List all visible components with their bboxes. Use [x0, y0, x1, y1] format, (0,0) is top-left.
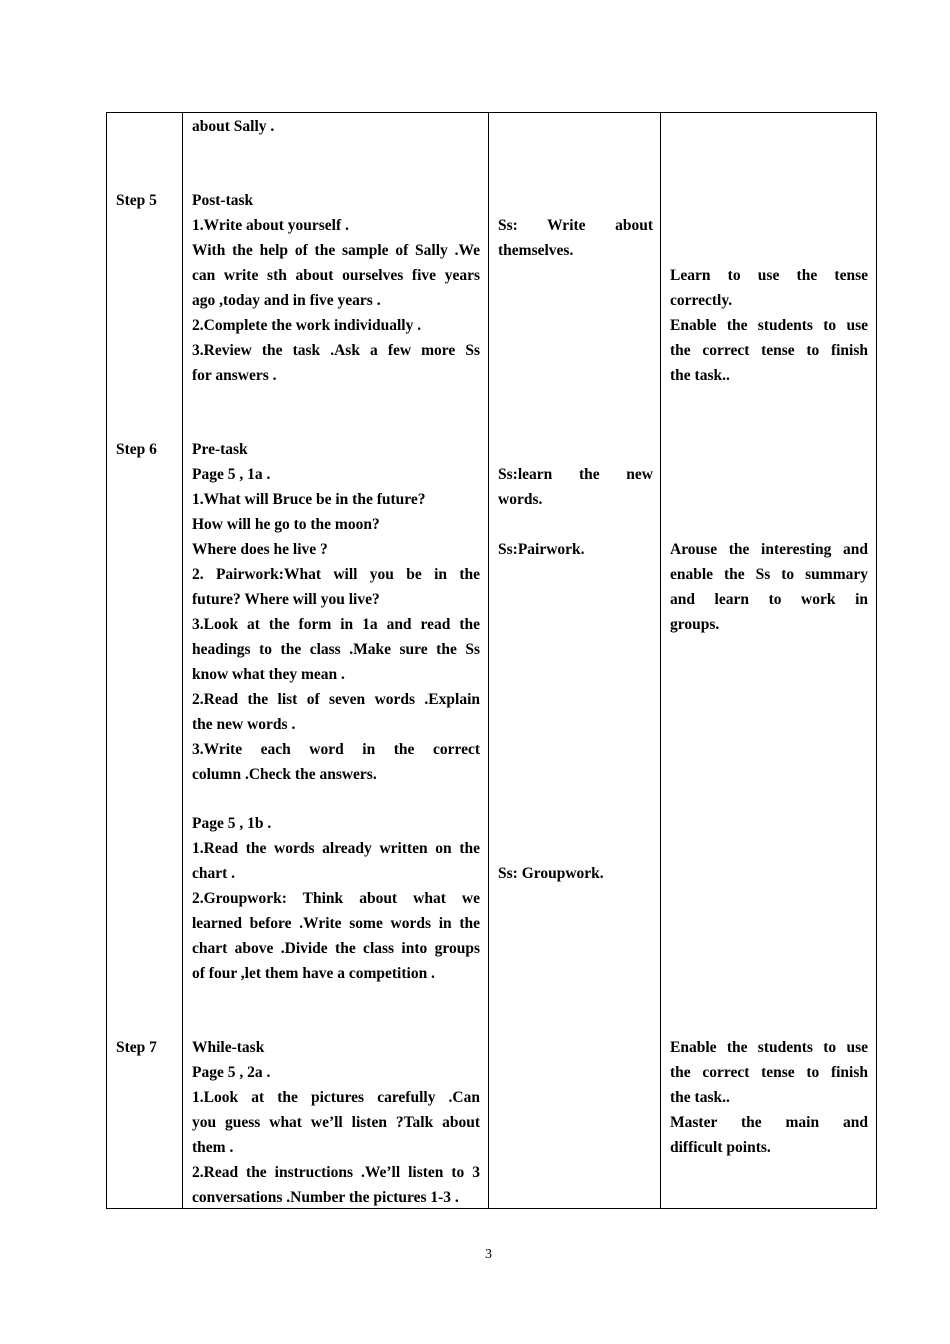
purpose-line: the task.. — [670, 367, 730, 384]
purpose-line: correctly. — [670, 292, 733, 309]
purpose-line: enable the Ss to summary — [670, 566, 868, 583]
procedure-line: 1.What will Bruce be in the future? — [192, 491, 426, 508]
procedure-line: learned before .Write some words in the — [192, 915, 480, 932]
purpose-line: groups. — [670, 616, 720, 633]
purpose-line: Enable the students to use — [670, 317, 868, 334]
procedure-line: 1.Look at the pictures carefully .Can — [192, 1089, 480, 1106]
procedure-line: headings to the class .Make sure the Ss — [192, 641, 480, 658]
activity-line: Ss: Groupwork. — [498, 865, 604, 882]
procedure-line: future? Where will you live? — [192, 591, 380, 608]
activity-line: Ss:Pairwork. — [498, 541, 585, 558]
procedure-line: Page 5 , 2a . — [192, 1064, 271, 1081]
procedure-line: can write sth about ourselves five years — [192, 267, 480, 284]
procedure-line: for answers . — [192, 367, 277, 384]
lesson-plan-table — [106, 112, 877, 1209]
step-label: Step 5 — [116, 192, 157, 209]
procedure-line: ago ,today and in five years . — [192, 292, 381, 309]
procedure-line: 2.Groupwork: Think about what we — [192, 890, 480, 907]
purpose-line: and learn to work in — [670, 591, 868, 608]
procedure-line: 1.Read the words already written on the — [192, 840, 480, 857]
procedure-line: Page 5 , 1a . — [192, 466, 271, 483]
procedure-line: Where does he live ? — [192, 541, 328, 558]
procedure-line: conversations .Number the pictures 1-3 . — [192, 1189, 459, 1206]
purpose-line: Enable the students to use — [670, 1039, 868, 1056]
procedure-line: 1.Write about yourself . — [192, 217, 349, 234]
procedure-line: you guess what we’ll listen ?Talk about — [192, 1114, 480, 1131]
purpose-line: Learn to use the tense — [670, 267, 868, 284]
procedure-heading: While-task — [192, 1039, 265, 1056]
column-divider — [488, 113, 489, 1208]
procedure-line: the new words . — [192, 716, 296, 733]
activity-line: words. — [498, 491, 543, 508]
procedure-line: 3.Write each word in the correct — [192, 741, 480, 758]
purpose-line: difficult points. — [670, 1139, 771, 1156]
procedure-line: of four ,let them have a competition . — [192, 965, 435, 982]
procedure-heading: Post-task — [192, 192, 254, 209]
procedure-line: 3.Look at the form in 1a and read the — [192, 616, 480, 633]
step-label: Step 6 — [116, 441, 157, 458]
procedure-line: 2.Complete the work individually . — [192, 317, 422, 334]
procedure-line: about Sally . — [192, 118, 275, 135]
activity-line: themselves. — [498, 242, 574, 259]
procedure-line: them . — [192, 1139, 234, 1156]
procedure-heading: Pre-task — [192, 441, 248, 458]
procedure-line: With the help of the sample of Sally .We — [192, 242, 480, 259]
column-divider — [660, 113, 661, 1208]
purpose-line: Master the main and — [670, 1114, 868, 1131]
column-divider — [182, 113, 183, 1208]
procedure-line: 2. Pairwork:What will you be in the — [192, 566, 480, 583]
page-number: 3 — [485, 1247, 492, 1262]
purpose-line: the correct tense to finish — [670, 342, 868, 359]
purpose-line: the task.. — [670, 1089, 730, 1106]
procedure-line: Page 5 , 1b . — [192, 815, 272, 832]
procedure-line: 3.Review the task .Ask a few more Ss — [192, 342, 480, 359]
procedure-line: chart . — [192, 865, 236, 882]
procedure-line: chart above .Divide the class into groups — [192, 940, 480, 957]
procedure-line: How will he go to the moon? — [192, 516, 380, 533]
procedure-line: know what they mean . — [192, 666, 345, 683]
activity-line: Ss:learn the new — [498, 466, 653, 483]
procedure-line: 2.Read the instructions .We’ll listen to 3 — [192, 1164, 480, 1181]
procedure-line: column .Check the answers. — [192, 766, 377, 783]
purpose-line: Arouse the interesting and — [670, 541, 868, 558]
purpose-line: the correct tense to finish — [670, 1064, 868, 1081]
step-label: Step 7 — [116, 1039, 157, 1056]
procedure-line: 2.Read the list of seven words .Explain — [192, 691, 480, 708]
activity-line: Ss: Write about — [498, 217, 653, 234]
